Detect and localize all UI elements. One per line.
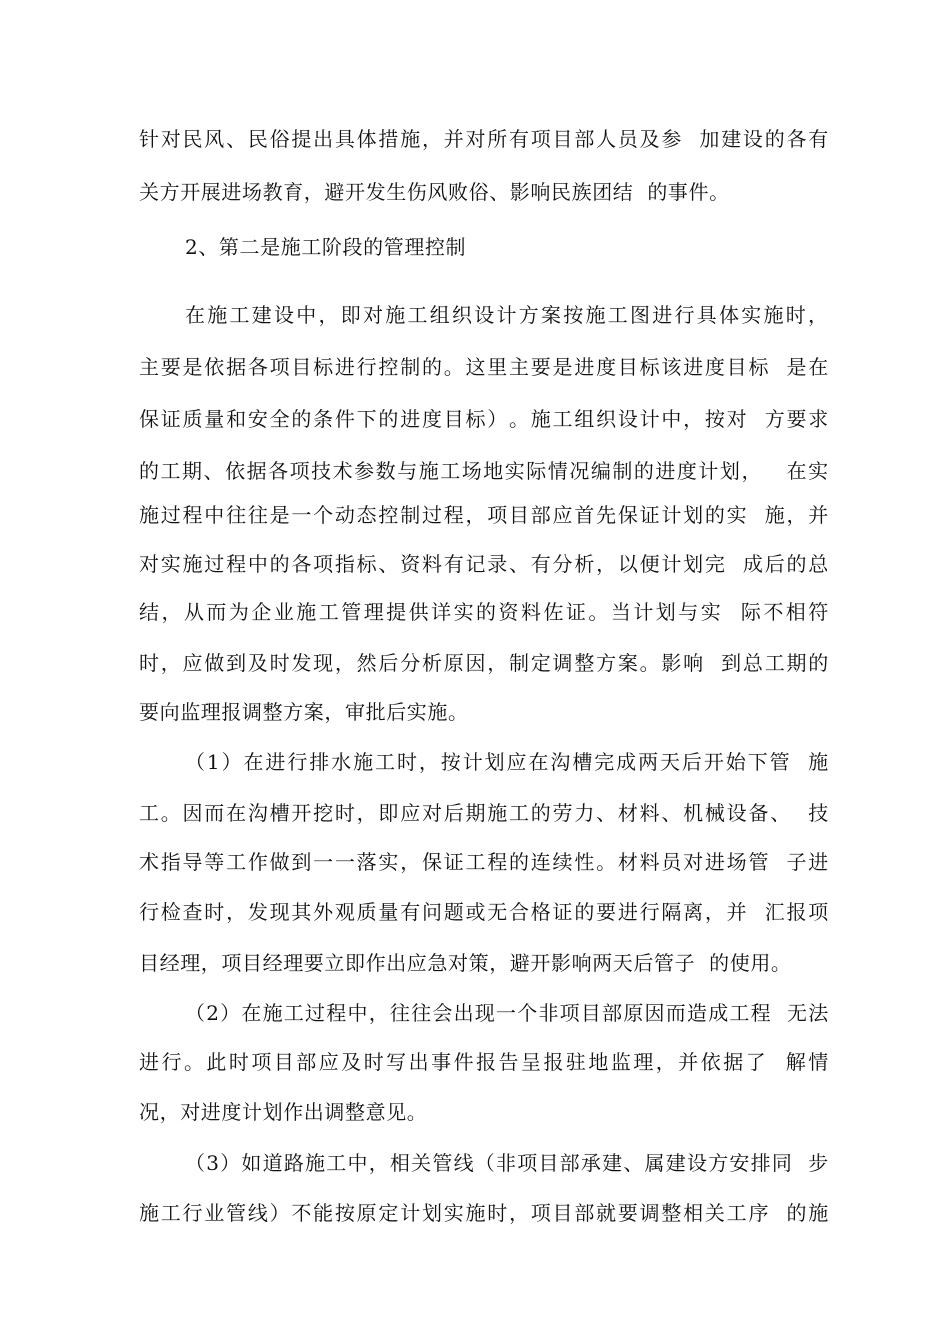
text-line: 进 行 。 此 时 项 目 部 应 及 时 写 出 事 件 报 告 呈 报 驻 地 监 理 ， 并 依 据 了 解 情 [139,1050,829,1074]
text-line: 行 检 查 时 ， 发 现 其 外 观 质 量 有 问 题 或 无 合 格 证 的 要 进 行 隔 离 ， 并 汇 报 项 [139,900,829,924]
text-line: 术 指 导 等 工 作 做 到 一 一 落 实 ， 保 证 工 程 的 连 续 性 。 材 料 员 对 进 场 管 子 进 [139,850,829,874]
text-line: 目经理，项目经理要立即作出应急对策，避开影响两天后管子 的使用。 [139,951,792,975]
text-line: 针 对 民 风 、 民 俗 提 出 具 体 措 施 ， 并 对 所 有 项 目 部 人 员 及 参 加 建 设 的 各 有 [139,127,829,151]
text-line: 施 工 行 业 管 线 ） 不 能 按 原 定 计 划 实 施 时 ， 项 目 部 就 要 调 整 相 关 工 序 的 施 [139,1201,829,1225]
text-line: （ 1 ） 在 进 行 排 水 施 工 时 ， 按 计 划 应 在 沟 槽 完 成 两 天 后 开 始 下 管 施 [185,750,829,774]
text-line: 要向监理报调整方案，审批后实施。 [139,700,469,724]
text-line: （ 3 ） 如 道 路 施 工 中 ， 相 关 管 线 （ 非 项 目 部 承 建 、 属 建 设 方 安 排 同 步 [185,1151,829,1175]
text-line: 工 。 因 而 在 沟 槽 开 挖 时 ， 即 应 对 后 期 施 工 的 劳 力 、 材 料 、 机 械 设 备 、 技 [139,801,829,825]
text-line: 对 实 施 过 程 中 的 各 项 指 标 、 资 料 有 记 录 、 有 分 析 ， 以 便 计 划 完 成 后 的 总 [139,552,829,576]
text-line: 结 ， 从 而 为 企 业 施 工 管 理 提 供 详 实 的 资 料 佐 证 。 当 计 划 与 实 际 不 相 符 [139,600,829,624]
text-line: 况，对进度计划作出调整意见。 [139,1100,428,1124]
text-line: 主 要 是 依 据 各 项 目 标 进 行 控 制 的 。 这 里 主 要 是 进 度 目 标 该 进 度 目 标 是 在 [139,355,829,379]
text-line: 保 证 质 量 和 安 全 的 条 件 下 的 进 度 目 标 ） 。 施 工 组 织 设 计 中 ， 按 对 方 要 求 [139,407,829,431]
text-line: 的 工 期 、 依 据 各 项 技 术 参 数 与 施 工 场 地 实 际 情 况 编 制 的 进 度 计 划 ， 在 实 [139,459,829,483]
text-line: 时 ， 应 做 到 及 时 发 现 ， 然 后 分 析 原 因 ， 制 定 调 整 方 案 。 影 响 到 总 工 期 的 [139,651,829,675]
text-line: （ 2 ） 在 施 工 过 程 中 ， 往 往 会 出 现 一 个 非 项 目 部 原 因 而 造 成 工 程 无 法 [185,1001,829,1025]
text-line: 关方开展进场教育，避开发生伤风败俗、影响民族团结 的事件。 [139,180,730,204]
text-line: 施 过 程 中 往 往 是 一 个 动 态 控 制 过 程 ， 项 目 部 应 首 先 保 证 计 划 的 实 施 ， 并 [139,503,829,527]
text-line: 在 施 工 建 设 中 ， 即 对 施 工 组 织 设 计 方 案 按 施 工 图 进 行 具 体 实 施 时 ， [185,303,829,327]
section-heading: 2、第二是施工阶段的管理控制 [185,235,467,259]
